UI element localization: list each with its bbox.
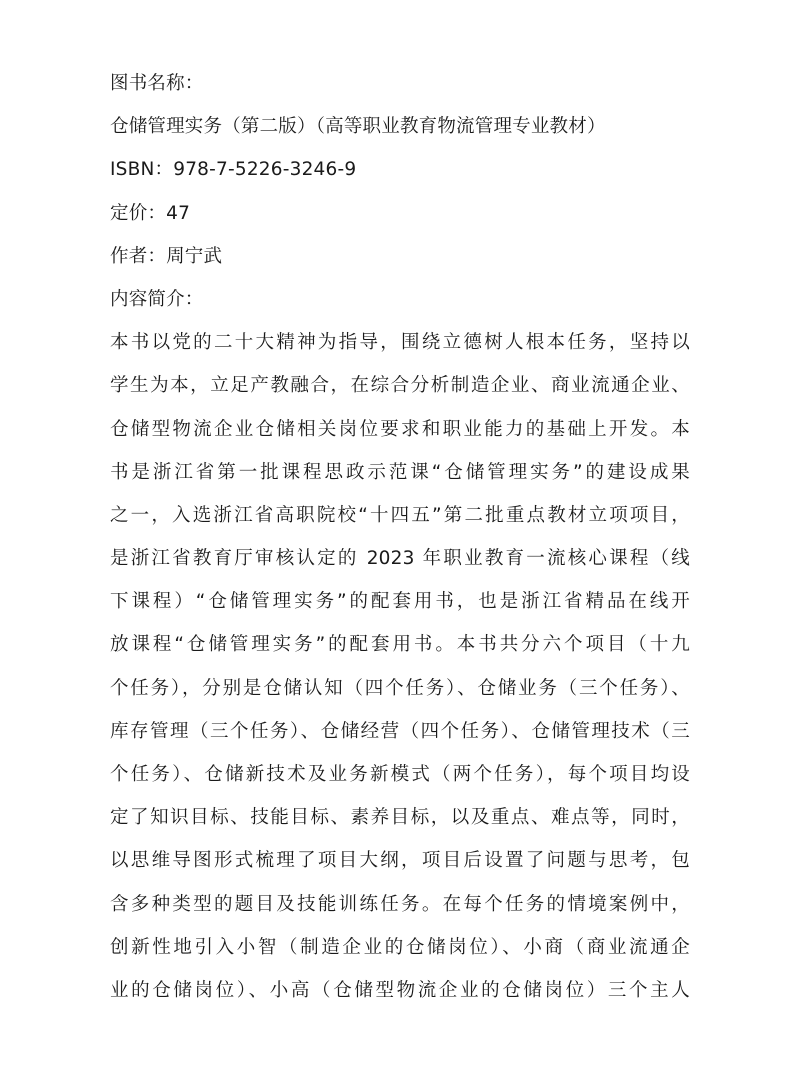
summary-line: 个任务）、仓储新技术及业务新模式（两个任务），每个项目均设 — [110, 764, 690, 785]
summary-line: 以思维导图形式梳理了项目大纲，项目后设置了问题与思考，包 — [110, 850, 690, 872]
summary-line: 仓储型物流企业仓储相关岗位要求和职业能力的基础上开发。本 — [110, 418, 690, 440]
book-isbn: ISBN：978-7-5226-3246-9 — [110, 159, 357, 181]
summary-line: 本书以党的二十大精神为指导，围绕立德树人根本任务，坚持以 — [110, 332, 690, 354]
summary-line: 下课程）“仓储管理实务”的配套用书，也是浙江省精品在线开 — [110, 591, 690, 613]
summary-line: 含多种类型的题目及技能训练任务。在每个任务的情境案例中， — [110, 893, 690, 915]
summary-line: 是浙江省教育厅审核认定的 2023 年职业教育一流核心课程（线 — [110, 548, 690, 570]
book-name-label: 图书名称： — [110, 73, 204, 94]
book-price: 定价：47 — [110, 202, 191, 224]
summary-label: 内容简介： — [110, 288, 204, 310]
summary-line: 个任务），分别是仓储认知（四个任务）、仓储业务（三个任务）、 — [110, 677, 690, 699]
document-page — [110, 62, 700, 1012]
summary-line: 放课程“仓储管理实务”的配套用书。本书共分六个项目（十九 — [110, 634, 690, 656]
summary-paragraph — [110, 321, 700, 1012]
summary-line: 定了知识目标、技能目标、素养目标，以及重点、难点等，同时， — [110, 807, 690, 829]
summary-line: 库存管理（三个任务）、仓储经营（四个任务）、仓储管理技术（三 — [110, 720, 690, 742]
summary-line: 书是浙江省第一批课程思政示范课“仓储管理实务”的建设成果 — [110, 461, 690, 483]
summary-line: 创新性地引入小智（制造企业的仓储岗位）、小商（商业流通企 — [110, 936, 690, 958]
summary-line: 之一，入选浙江省高职院校“十四五”第二批重点教材立项项目， — [110, 504, 690, 526]
summary-line: 学生为本，立足产教融合，在综合分析制造企业、商业流通企业、 — [110, 375, 690, 397]
book-author: 作者：周宁武 — [110, 245, 223, 267]
book-title: 仓储管理实务（第二版）（高等职业教育物流管理专业教材） — [110, 116, 606, 138]
summary-line: 业的仓储岗位）、小高（仓储型物流企业的仓储岗位）三个主人 — [110, 979, 690, 1001]
